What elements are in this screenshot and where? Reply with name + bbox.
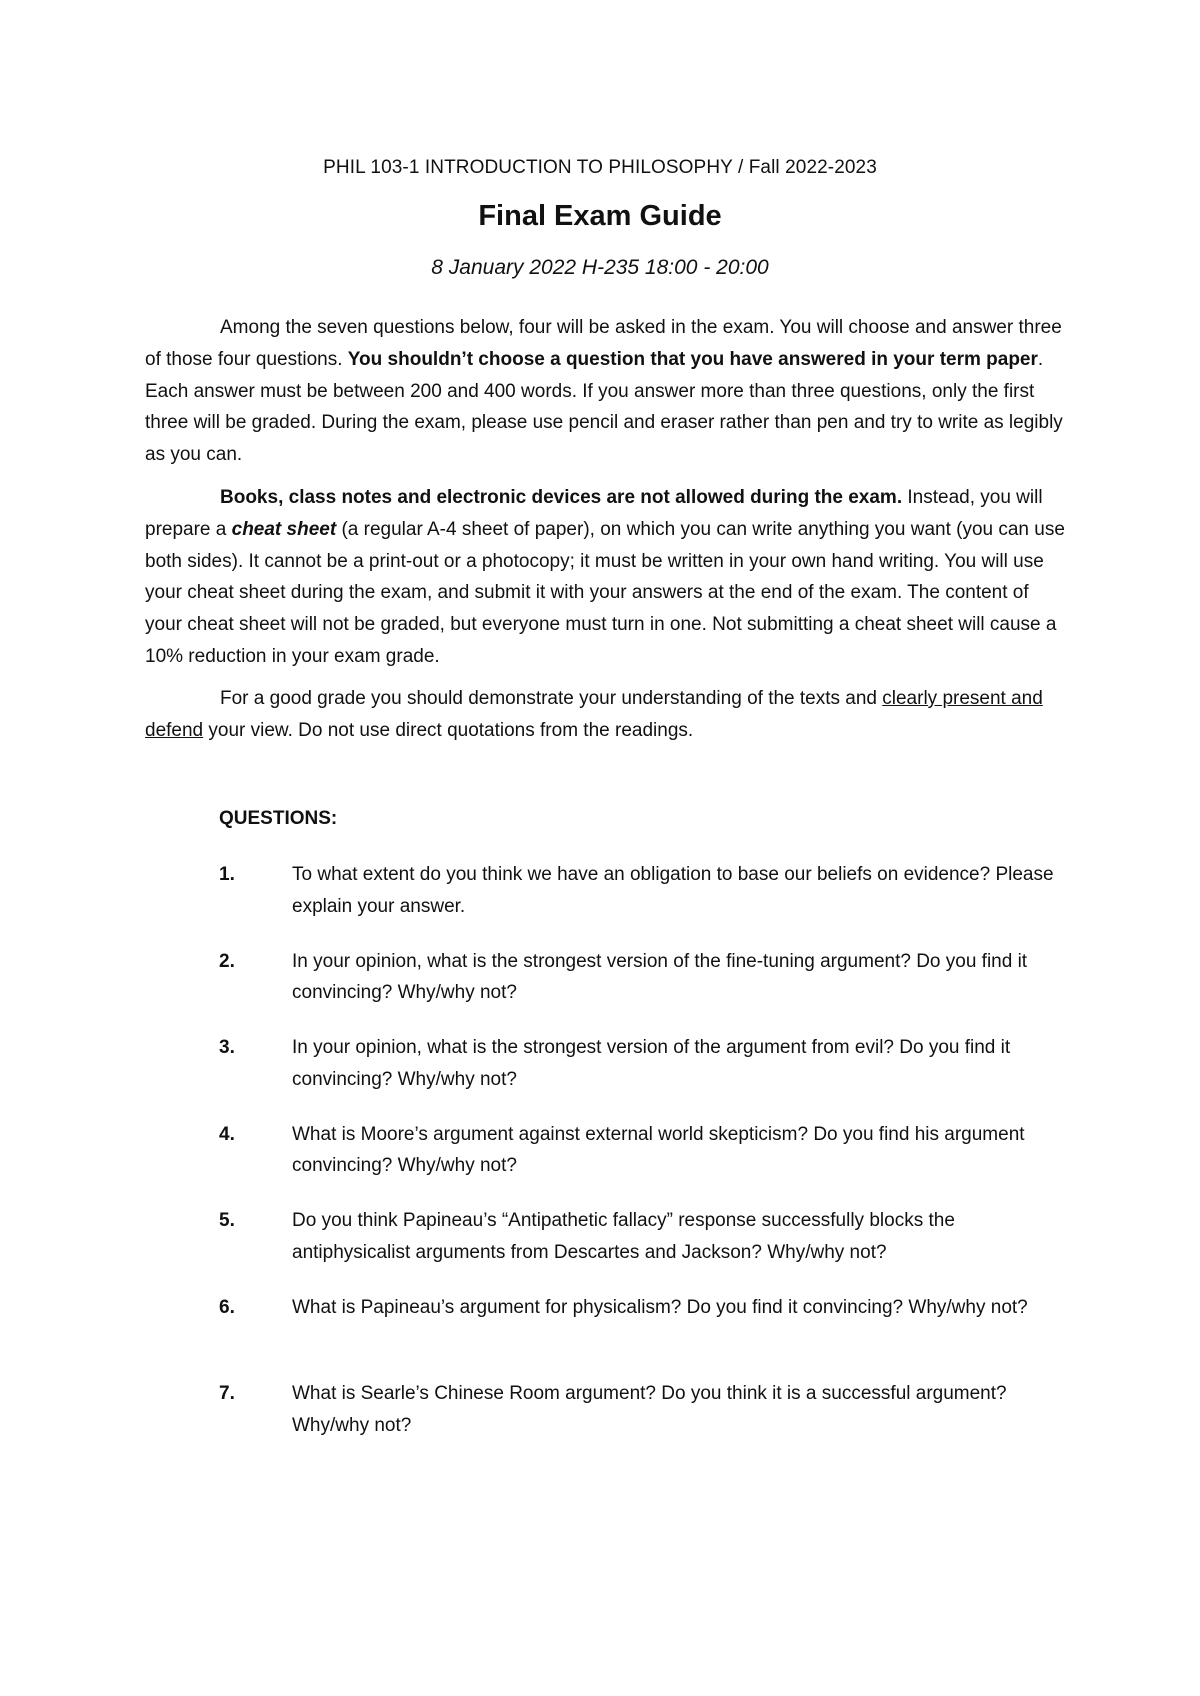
cheat-sheet-term: cheat sheet	[231, 518, 337, 540]
question-text: Do you think Papineau’s “Antipathetic fallacy” response successfully blocks the antiphysicalist arguments from Descartes and Jackson? Why/why not?	[292, 1210, 955, 1263]
question-text: To what extent do you think we have an obligation to base our beliefs on evidence? Please explain your answer.	[292, 864, 1054, 917]
question-item	[0, 859, 1200, 946]
question-item	[0, 1119, 1200, 1206]
question-item	[0, 1292, 1200, 1379]
question-item	[0, 1032, 1200, 1119]
cheat-sheet-paragraph	[145, 482, 1065, 673]
instructions-warning: You shouldn’t choose a question that you have answered in your term paper	[347, 348, 1038, 370]
grading-text-1: For a good grade you should demonstrate your understanding of the texts and	[220, 688, 883, 709]
instructions-text-2: . Each answer must be between 200 and 400 words. If you answer more than three questions, only the first three will be graded. During the exam, please use pencil and eraser rather than pen and try to write as legibly as you can.	[145, 348, 1063, 466]
course-title: PHIL 103-1 INTRODUCTION TO PHILOSOPHY / Fall 2022-2023	[323, 157, 877, 178]
grading-emphasis: clearly present and defend	[145, 688, 1043, 741]
page-title: Final Exam Guide	[478, 200, 722, 232]
question-text: What is Moore’s argument against external world skepticism? Do you find his argument convincing? Why/why not?	[292, 1123, 1025, 1177]
question-number: 3.	[219, 1037, 235, 1058]
cheat-sheet-text-1: Instead, you will prepare a	[145, 487, 1043, 540]
questions-list	[0, 859, 1200, 1465]
instructions-paragraph	[145, 312, 1065, 471]
question-number: 1.	[219, 864, 235, 885]
allowed-materials-rule: Books, class notes and electronic devices are not allowed during the exam.	[220, 487, 903, 508]
question-number: 4.	[219, 1123, 235, 1145]
cheat-sheet-text-2: (a regular A-4 sheet of paper), on which you can write anything you want (you can use both sides). It cannot be a print-out or a photocopy; it must be written in your own hand writing. You will use your cheat sheet during the exam, and submit it with your answers at the end of the exam. The content of your cheat sheet will not be graded, but everyone must turn in one. Not submitting a cheat sheet will cause a 10% reduction in your exam grade.	[145, 518, 1065, 667]
question-number: 5.	[219, 1210, 235, 1231]
question-item	[0, 1205, 1200, 1292]
question-text: In your opinion, what is the strongest version of the fine-tuning argument? Do you find it convincing? Why/why not?	[292, 950, 1028, 1004]
question-number: 2.	[219, 950, 235, 972]
grading-text-2: your view. Do not use direct quotations from the readings.	[203, 719, 694, 741]
grading-paragraph	[145, 683, 1065, 747]
question-text: What is Searle’s Chinese Room argument? Do you think it is a successful argument? Why/why not?	[292, 1383, 1007, 1436]
question-number: 6.	[219, 1296, 235, 1318]
exam-date-location: 8 January 2022 H-235 18:00 - 20:00	[431, 256, 769, 279]
questions-heading: QUESTIONS:	[219, 808, 338, 829]
question-item	[0, 946, 1200, 1033]
question-number: 7.	[219, 1383, 235, 1404]
question-text: In your opinion, what is the strongest version of the argument from evil? Do you find it convincing? Why/why not?	[292, 1037, 1011, 1090]
instructions-text-1: Among the seven questions below, four will be asked in the exam. You will choose and answer three of those four questions.	[145, 317, 1062, 370]
question-text: What is Papineau’s argument for physicalism? Do you find it convincing? Why/why not?	[292, 1296, 1028, 1318]
question-item	[0, 1378, 1200, 1465]
